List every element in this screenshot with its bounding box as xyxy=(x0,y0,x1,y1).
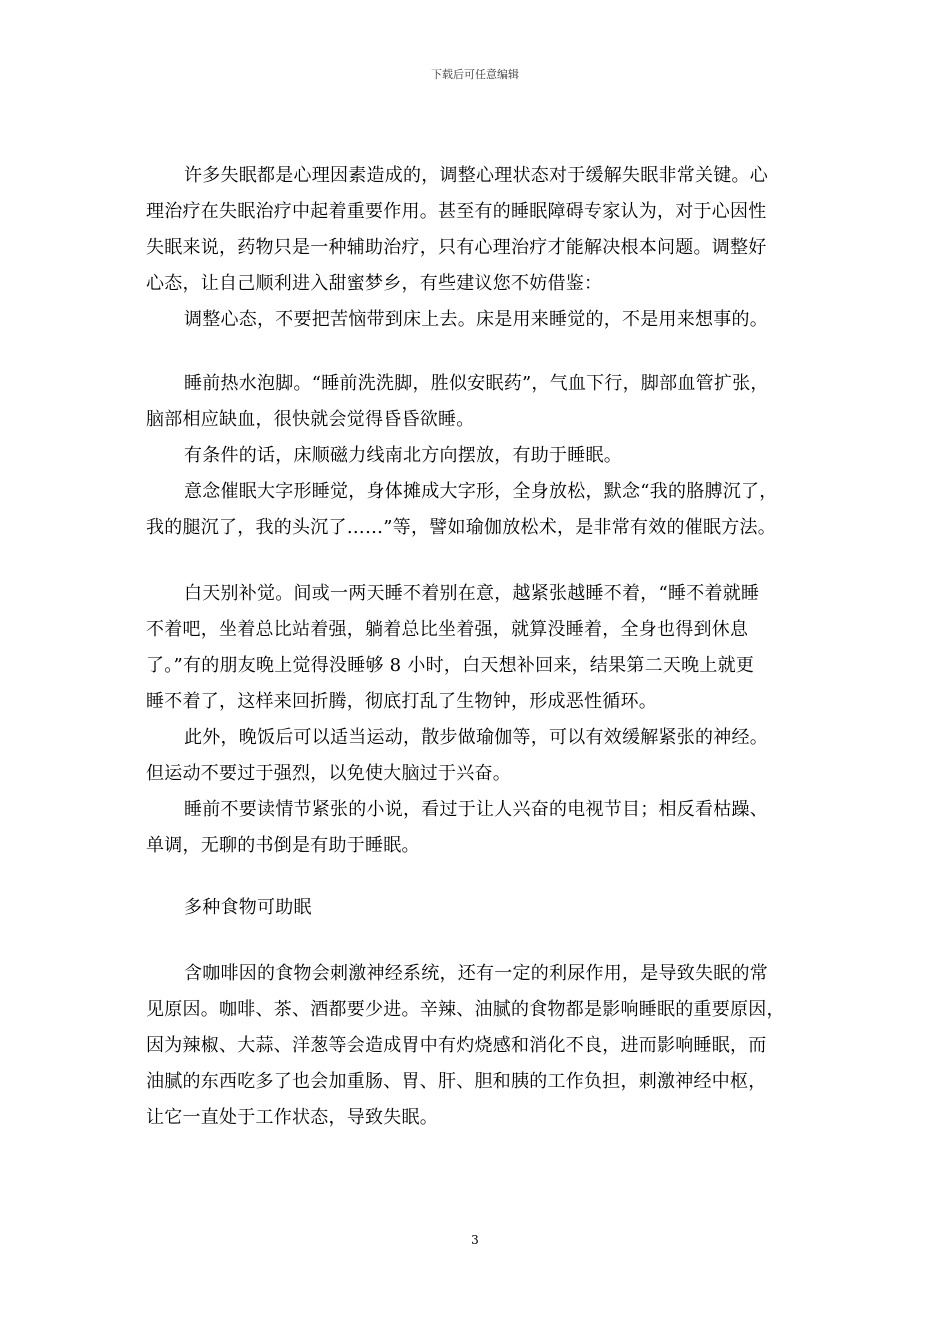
text-line: 含咖啡因的食物会刺激神经系统，还有一定的利尿作用，是导致失眠的常 xyxy=(184,963,768,984)
text-line: 我的腿沉了，我的头沉了……”等，譬如瑜伽放松术，是非常有效的催眠方法。 xyxy=(146,517,776,538)
text-line: 让它一直处于工作状态，导致失眠。 xyxy=(146,1107,438,1128)
text-line: 此外，晚饭后可以适当运动，散步做瑜伽等，可以有效缓解紧张的神经。 xyxy=(184,727,768,748)
text-line: 理治疗在失眠治疗中起着重要作用。甚至有的睡眠障碍专家认为，对于心因性 xyxy=(146,201,767,222)
text-line: 意念催眠大字形睡觉，身体摊成大字形，全身放松，默念“我的胳膊沉了， xyxy=(184,481,778,502)
text-line: 单调，无聊的书倒是有助于睡眠。 xyxy=(146,835,420,856)
text-line: 有条件的话，床顺磁力线南北方向摆放，有助于睡眠。 xyxy=(184,445,622,466)
text-line: 心态，让自己顺利进入甜蜜梦乡，有些建议您不妨借鉴： xyxy=(146,273,603,294)
text-line: 睡前不要读情节紧张的小说，看过于让人兴奋的电视节目；相反看枯躁、 xyxy=(184,799,768,820)
paragraph-hypnosis xyxy=(146,474,806,546)
paragraph-exercise xyxy=(146,720,806,792)
text-line: 许多失眠都是心理因素造成的，调整心理状态对于缓解失眠非常关键。心 xyxy=(184,165,768,186)
text-line: 但运动不要过于强烈，以免使大脑过于兴奋。 xyxy=(146,763,511,784)
text-line: 调整心态，不要把苦恼带到床上去。床是用来睡觉的，不是用来想事的。 xyxy=(184,309,768,330)
paragraph-psychology-intro xyxy=(146,158,806,302)
paragraph-reading xyxy=(146,792,806,864)
text-line: 睡不着了，这样来回折腾，彻底打乱了生物钟，形成恶性循环。 xyxy=(146,691,657,712)
text-line: 脑部相应缺血，很快就会觉得昏昏欲睡。 xyxy=(146,409,475,430)
text-line: 了。”有的朋友晚上觉得没睡够 8 小时，白天想补回来，结果第二天晚上就更 xyxy=(146,655,755,676)
paragraph-caffeine xyxy=(146,956,806,1136)
text-line: 失眠来说，药物只是一种辅助治疗，只有心理治疗才能解决根本问题。调整好 xyxy=(146,237,767,258)
text-line: 不着吧，坐着总比站着强，躺着总比坐着强，就算没睡着，全身也得到休息 xyxy=(146,619,749,640)
paragraph-no-daytime-nap xyxy=(146,576,806,720)
paragraph-foot-soak xyxy=(146,366,806,438)
page-number: 3 xyxy=(471,1233,479,1247)
paragraph-bed-orientation xyxy=(146,438,806,474)
text-line: 见原因。咖啡、茶、酒都要少进。辛辣、油腻的食物都是影响睡眠的重要原因， xyxy=(146,999,785,1020)
text-line: 白天别补觉。间或一两天睡不着别在意，越紧张越睡不着，“睡不着就睡 xyxy=(184,583,760,604)
text-line: 因为辣椒、大蒜、洋葱等会造成胃中有灼烧感和消化不良，进而影响睡眠，而 xyxy=(146,1035,767,1056)
section-heading: 多种食物可助眠 xyxy=(184,897,312,918)
paragraph-adjust-mindset xyxy=(146,302,806,338)
text-line: 睡前热水泡脚。“睡前洗洗脚，胜似安眠药”，气血下行，脚部血管扩张， xyxy=(184,373,769,394)
section-heading-food xyxy=(146,890,806,926)
page-header: 下载后可任意编辑 xyxy=(431,68,519,81)
document-body xyxy=(146,158,806,1136)
text-line: 油腻的东西吃多了也会加重肠、胃、肝、胆和胰的工作负担，刺激神经中枢， xyxy=(146,1071,767,1092)
